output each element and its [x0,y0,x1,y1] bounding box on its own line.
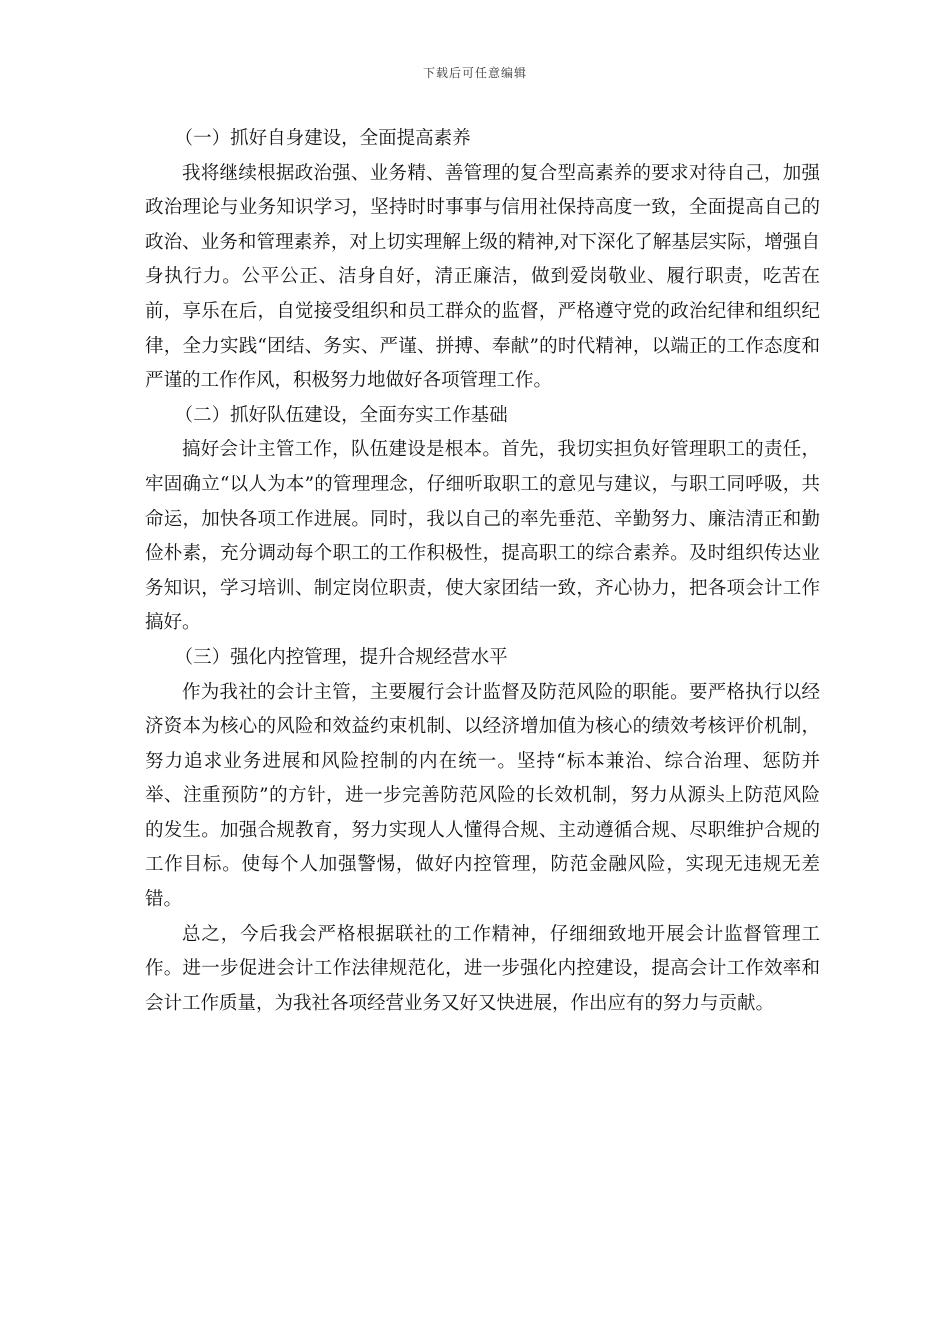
section-3-paragraph: 作为我社的会计主管，主要履行会计监督及防范风险的职能。要严格执行以经济资本为核心的风险和效益约束机制、以经济增加值为核心的绩效考核评价机制，努力追求业务进展和风险控制的内在统一。坚持“标本兼治、综合治理、惩防并举、注重预防”的方针，进一步完善防范风险的长效机制，努力从源头上防范风险的发生。加强合规教育，努力实现人人懂得合规、主动遵循合规、尽职维护合规的工作目标。使每个人加强警惕，做好内控管理，防范金融风险，实现无违规无差错。 [145,681,820,911]
section-1-paragraph: 我将继续根据政治强、业务精、善管理的复合型高素养的要求对待自己，加强政治理论与业务知识学习，坚持时时事事与信用社保持高度一致，全面提高自己的政治、业务和管理素养，对上切实理解上级的精神,对下深化了解基层实际，增强自身执行力。公平公正、洁身自好，清正廉洁，做到爱岗敬业、履行职责，吃苦在前，享乐在后，自觉接受组织和员工群众的监督，严格遵守党的政治纪律和组织纪律，全力实践“团结、务实、严谨、拼搏、奉献”的时代精神，以端正的工作态度和严谨的工作作风，积极努力地做好各项管理工作。 [145,162,820,392]
conclusion-paragraph: 总之，今后我会严格根据联社的工作精神，仔细细致地开展会计监督管理工作。进一步促进会计工作法律规范化，进一步强化内控建设，提高会计工作效率和会计工作质量，为我社各项经营业务又好又快进展，作出应有的努力与贡献。 [145,923,820,1014]
section-2-heading: （二）抓好队伍建设，全面夯实工作基础 [174,404,508,426]
section-3-heading: （三）强化内控管理，提升合规经营水平 [174,646,508,668]
section-1-heading: （一）抓好自身建设，全面提高素养 [174,128,471,149]
section-2-paragraph: 搞好会计主管工作，队伍建设是根本。首先，我切实担负好管理职工的责任，牢固确立“以人为本”的管理理念，仔细听取职工的意见与建议，与职工同呼吸，共命运，加快各项工作进展。同时，我以自己的率先垂范、辛勤努力、廉洁清正和勤俭朴素，充分调动每个职工的工作积极性，提高职工的综合素养。及时组织传达业务知识，学习培训、制定岗位职责，使大家团结一致，齐心协力，把各项会计工作搞好。 [145,439,820,634]
page-header: 下载后可任意编辑 [422,66,527,80]
document-body [145,122,820,1021]
